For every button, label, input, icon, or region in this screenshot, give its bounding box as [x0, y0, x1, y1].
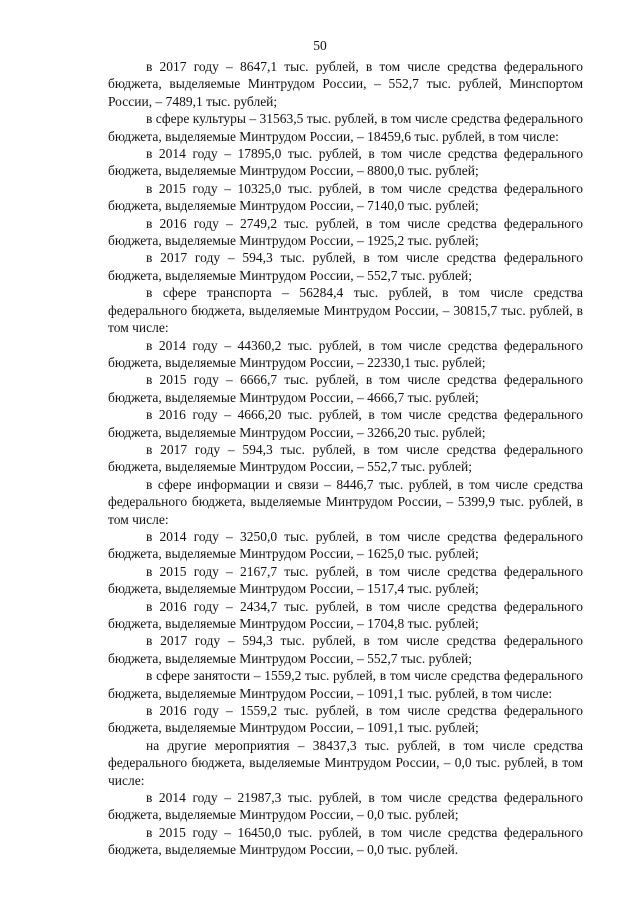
paragraph: в 2016 году – 2749,2 тыс. рублей, в том числе средства федерального бюджета, выделяемые Минтрудом России, – 1925,2 тыс. рублей;: [108, 215, 583, 249]
paragraph: в сфере транспорта – 56284,4 тыс. рублей, в том числе средства федерального бюджета, выделяемые Минтрудом России, – 30815,7 тыс. рублей, в том числе:: [108, 285, 583, 336]
paragraph: в сфере информации и связи – 8446,7 тыс. рублей, в том числе средства федерального бюджета, выделяемые Минтрудом России, – 5399,9 тыс. рублей, в том числе:: [108, 476, 583, 527]
paragraph: в 2015 году – 10325,0 тыс. рублей, в том числе средства федерального бюджета, выделяемые Минтрудом России, – 7140,0 тыс. рублей;: [108, 180, 583, 214]
paragraph: в 2017 году – 594,3 тыс. рублей, в том числе средства федерального бюджета, выделяемые Минтрудом России, – 552,7 тыс. рублей;: [108, 250, 583, 283]
page-number: 50: [313, 38, 327, 53]
paragraph: в 2014 году – 21987,3 тыс. рублей, в том числе средства федерального бюджета, выделяемые Минтрудом России, – 0,0 тыс. рублей;: [108, 790, 583, 823]
paragraph: в 2015 году – 6666,7 тыс. рублей, в том числе средства федерального бюджета, выделяемые Минтрудом России, – 4666,7 тыс. рублей;: [108, 372, 583, 405]
paragraph: в сфере культуры – 31563,5 тыс. рублей, в том числе средства федерального бюджета, выделяемые Минтрудом России, – 18459,6 тыс. рублей, в том числе:: [108, 111, 583, 144]
paragraph: в 2014 году – 17895,0 тыс. рублей, в том числе средства федерального бюджета, выделяемые Минтрудом России, – 8800,0 тыс. рублей;: [108, 146, 583, 179]
paragraph: в 2017 году – 594,3 тыс. рублей, в том числе средства федерального бюджета, выделяемые Минтрудом России, – 552,7 тыс. рублей;: [108, 441, 583, 475]
paragraph: в 2016 году – 4666,20 тыс. рублей, в том числе средства федерального бюджета, выделяемые Минтрудом России, – 3266,20 тыс. рублей;: [108, 407, 583, 440]
paragraph: в 2016 году – 2434,7 тыс. рублей, в том числе средства федерального бюджета, выделяемые Минтрудом России, – 1704,8 тыс. рублей;: [108, 598, 583, 631]
paragraph: в 2016 году – 1559,2 тыс. рублей, в том числе средства федерального бюджета, выделяемые Минтрудом России, – 1091,1 тыс. рублей;: [108, 703, 583, 736]
document-body: [108, 58, 583, 859]
paragraph: в сфере занятости – 1559,2 тыс. рублей, в том числе средства федерального бюджета, выделяемые Минтрудом России, – 1091,1 тыс. рублей, в том числе:: [108, 668, 583, 701]
paragraph: на другие мероприятия – 38437,3 тыс. рублей, в том числе средства федерального бюджета, выделяемые Минтрудом России, – 0,0 тыс. рублей, в том числе:: [108, 737, 583, 788]
paragraph: в 2017 году – 8647,1 тыс. рублей, в том числе средства федерального бюджета, выделяемые Минтрудом России, – 552,7 тыс. рублей, Минспортом России, – 7489,1 тыс. рублей;: [108, 59, 583, 109]
paragraph: в 2014 году – 44360,2 тыс. рублей, в том числе средства федерального бюджета, выделяемые Минтрудом России, – 22330,1 тыс. рублей;: [108, 337, 583, 370]
paragraph: в 2017 году – 594,3 тыс. рублей, в том числе средства федерального бюджета, выделяемые Минтрудом России, – 552,7 тыс. рублей;: [108, 633, 583, 666]
paragraph: в 2015 году – 2167,7 тыс. рублей, в том числе средства федерального бюджета, выделяемые Минтрудом России, – 1517,4 тыс. рублей;: [108, 563, 583, 597]
paragraph: в 2014 году – 3250,0 тыс. рублей, в том числе средства федерального бюджета, выделяемые Минтрудом России, – 1625,0 тыс. рублей;: [108, 528, 583, 562]
paragraph: в 2015 году – 16450,0 тыс. рублей, в том числе средства федерального бюджета, выделяемые Минтрудом России, – 0,0 тыс. рублей.: [108, 824, 583, 858]
